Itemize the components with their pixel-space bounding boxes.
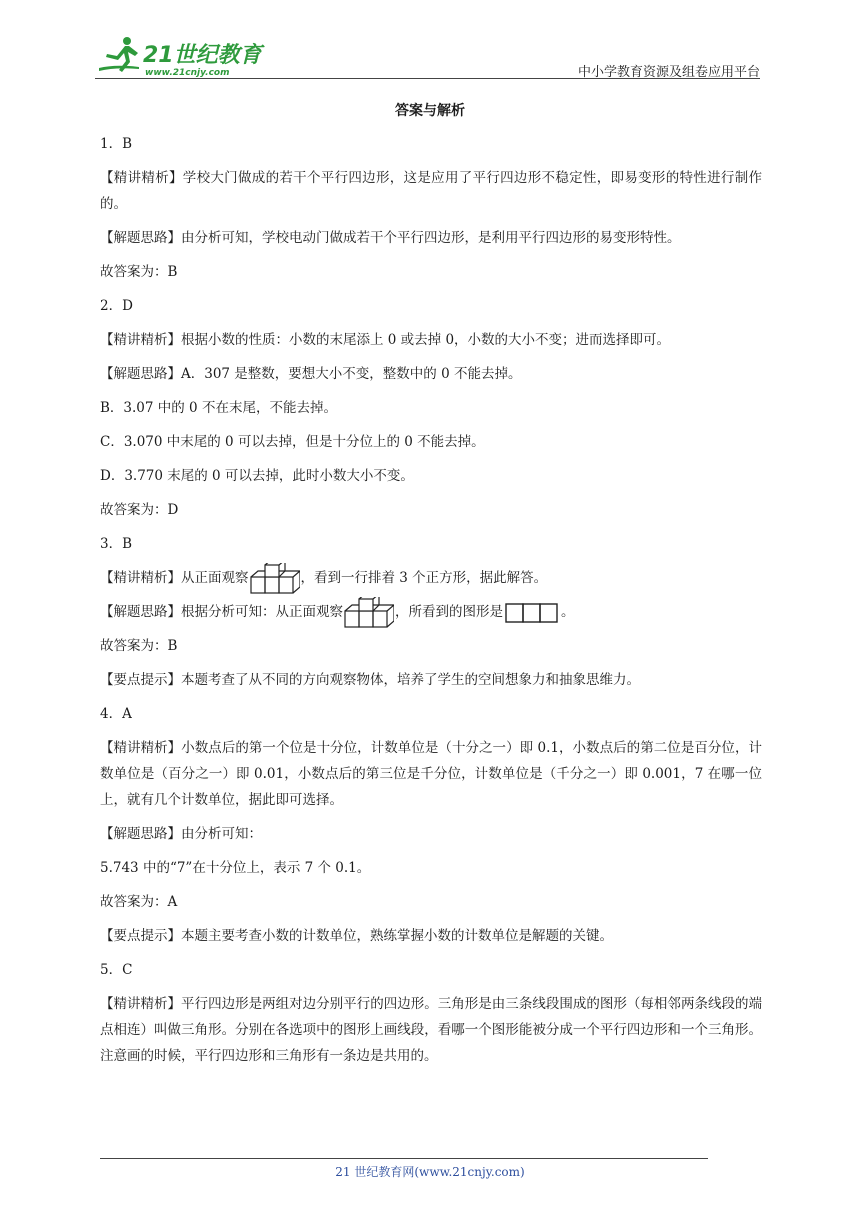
- footer-site[interactable]: 21 世纪教育网(www.21cnjy.com): [335, 1165, 525, 1179]
- q2-idea: 【解题思路】A．307 是整数，要想大小不变，整数中的 0 不能去掉。: [100, 366, 522, 382]
- q4-idea: 【解题思路】由分析可知：: [100, 826, 262, 842]
- platform-name: 中小学教育资源及组卷应用平台: [577, 65, 760, 80]
- header-divider: [95, 78, 760, 79]
- three-squares-figure: [505, 602, 559, 624]
- q3-idea: 【解题思路】根据分析可知：从正面观察 ，所看到的图形是 。: [100, 595, 762, 629]
- q1-idea: 【解题思路】由分析可知，学校电动门做成若干个平行四边形，是利用平行四边形的易变形特性。: [100, 230, 681, 246]
- q5-analysis: 【精讲精析】平行四边形是两组对边分别平行的四边形。三角形是由三条线段围成的图形（每相邻两条线段的端点相连）叫做三角形。分别在各选项中的图形上画线段，看哪一个图形能被分成一个平行四边形和一个三角形。注意画的时候，平行四边形和三角形有一条边是共用的。: [100, 996, 762, 1064]
- footer-divider: [100, 1158, 708, 1159]
- q2-option-b: B．3.07 中的 0 不在末尾，不能去掉。: [100, 400, 337, 416]
- q5-answer: 5．C: [100, 962, 133, 978]
- logo-21cnjy: [95, 34, 265, 80]
- page-header: [95, 34, 760, 80]
- q2-option-d: D．3.770 末尾的 0 可以去掉，此时小数大小不变。: [100, 468, 414, 484]
- q3-analysis: 【精讲精析】从正面观察 ，看到一行排着 3 个正方形，据此解答。: [100, 561, 762, 595]
- q3-tip: 【要点提示】本题考查了从不同的方向观察物体，培养了学生的空间想象力和抽象思维力。: [100, 672, 640, 688]
- q3-final: 故答案为：B: [100, 638, 178, 654]
- q2-final: 故答案为：D: [100, 502, 179, 518]
- answer-content: [100, 127, 762, 1073]
- q3-answer: 3．B: [100, 536, 133, 552]
- q2-option-c: C．3.070 中末尾的 0 可以去掉，但是十分位上的 0 不能去掉。: [100, 434, 485, 450]
- page-title: 答案与解析: [395, 103, 465, 119]
- cube-stack-figure: [250, 563, 300, 595]
- q4-line: 5.743 中的“7”在十分位上，表示 7 个 0.1。: [100, 860, 371, 876]
- svg-text:www.21cnjy.com: www.21cnjy.com: [145, 68, 230, 78]
- cube-stack-figure-2: [344, 597, 394, 629]
- q1-final: 故答案为：B: [100, 264, 178, 280]
- q2-answer: 2．D: [100, 298, 133, 314]
- q2-analysis: 【精讲精析】根据小数的性质：小数的末尾添上 0 或去掉 0，小数的大小不变；进而选择即可。: [100, 332, 671, 348]
- svg-text:21世纪教育: 21世纪教育: [143, 43, 262, 68]
- q4-final: 故答案为：A: [100, 894, 178, 910]
- q4-answer: 4．A: [100, 706, 132, 722]
- q4-analysis: 【精讲精析】小数点后的第一个位是十分位，计数单位是（十分之一）即 0.1，小数点后的第二位是百分位，计数单位是（百分之一）即 0.01，小数点后的第三位是千分位，计数单位是（千分之一）即 0.001，7 在哪一位上，就有几个计数单位，据此即可选择。: [100, 740, 762, 808]
- q1-answer: 1．B: [100, 136, 133, 152]
- q4-tip: 【要点提示】本题主要考查小数的计数单位，熟练掌握小数的计数单位是解题的关键。: [100, 928, 613, 944]
- q1-analysis: 【精讲精析】学校大门做成的若干个平行四边形，这是应用了平行四边形不稳定性，即易变形的特性进行制作的。: [100, 170, 762, 212]
